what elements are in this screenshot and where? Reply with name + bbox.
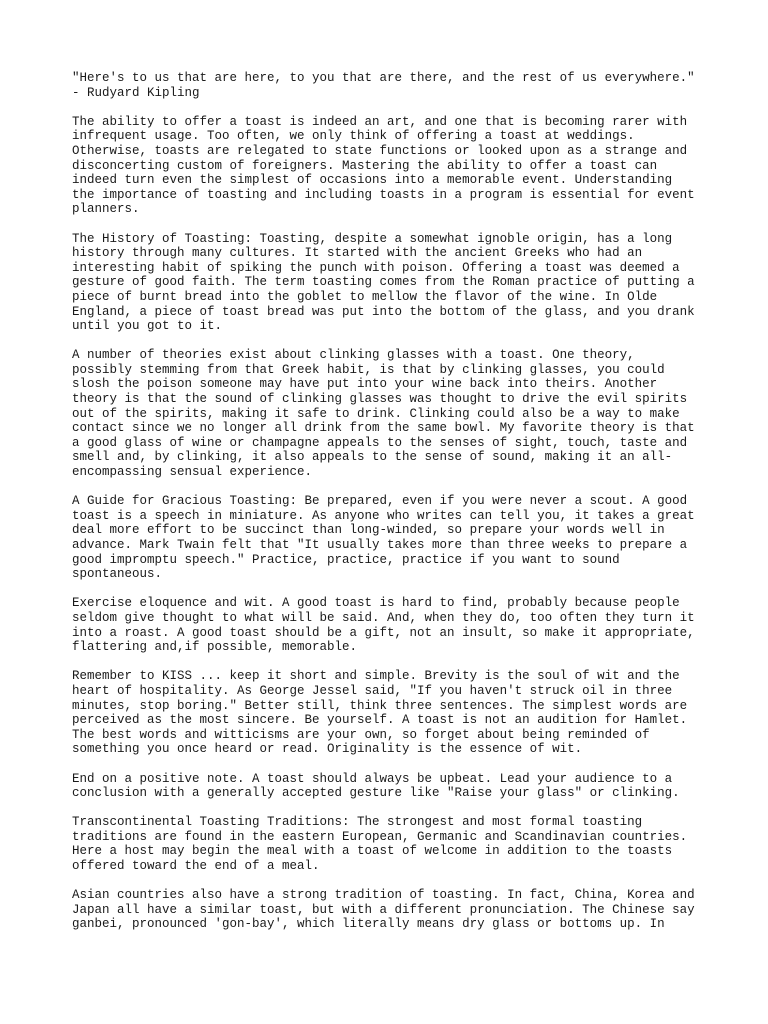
asian-traditions-paragraph: Asian countries also have a strong tradition of toasting. In fact, China, Korea and Japan all have a similar toast, but with a different pronunciation. The Chinese say ganbei, pronounced 'gon-bay', which literally means dry glass or bottoms up. In (72, 888, 695, 932)
history-paragraph: The History of Toasting: Toasting, despite a somewhat ignoble origin, has a long history through many cultures. It started with the ancient Greeks who had an interesting habit of spiking the punch with poison. Offering a toast was deemed a gesture of good faith. The term toasting comes from the Roman practice of putting a piece of burnt bread into the goblet to mellow the flavor of the wine. In Olde England, a piece of toast bread was put into the bottom of the glass, and you drank until you got to it. (72, 231, 695, 334)
kiss-paragraph: Remember to KISS ... keep it short and simple. Brevity is the soul of wit and the heart of hospitality. As George Jessel said, "If you haven't struck oil in three minutes, stop boring." Better still, think three sentences. The simplest words are perceived as the most sincere. Be yourself. A toast is not an audition for Hamlet. The best words and witticisms are your own, so forget about being reminded of something you once heard or read. Originality is the essence of wit. (72, 669, 688, 757)
clinking-theories-paragraph: A number of theories exist about clinking glasses with a toast. One theory, possibly stemming from that Greek habit, is that by clinking glasses, you could slosh the poison someone may have put into your wine back into theirs. Another theory is that the sound of clinking glasses was thought to drive the evil spirits out of the spirits, making it safe to drink. Clinking could also be a way to make contact since we no longer all drink from the same bowl. My favorite theory is that a good glass of wine or champagne appeals to the senses of sight, touch, taste and smell and, by clinking, it also appeals to the sense of sound, making it an all- encompassing sensual experience. (72, 348, 695, 480)
eloquence-paragraph: Exercise eloquence and wit. A good toast is hard to find, probably because people seldom give thought to what will be said. And, when they do, too often they turn it into a roast. A good toast should be a gift, not an insult, so make it appropriate, flattering and,if possible, memorable. (72, 596, 695, 655)
document-page (72, 71, 712, 947)
guide-paragraph: A Guide for Gracious Toasting: Be prepared, even if you were never a scout. A good toast is a speech in miniature. As anyone who writes can tell you, it takes a great deal more effort to be succinct than long-winded, so prepare your words well in advance. Mark Twain felt that "It usually takes more than three weeks to prepare a good impromptu speech." Practice, practice, practice if you want to sound spontaneous. (72, 494, 695, 582)
kipling-quote: "Here's to us that are here, to you that are there, and the rest of us everywhere." - Rudyard Kipling (72, 71, 695, 100)
intro-paragraph: The ability to offer a toast is indeed an art, and one that is becoming rarer with infrequent usage. Too often, we only think of offering a toast at weddings. Otherwise, toasts are relegated to state functions or looked upon as a strange and disconcerting custom of foreigners. Mastering the ability to offer a toast can indeed turn even the simplest of occasions into a memorable event. Understanding the importance of toasting and including toasts in a program is essential for event planners. (72, 114, 695, 217)
positive-note-paragraph: End on a positive note. A toast should always be upbeat. Lead your audience to a conclusion with a generally accepted gesture like "Raise your glass" or clinking. (72, 771, 680, 801)
traditions-paragraph: Transcontinental Toasting Traditions: The strongest and most formal toasting traditions are found in the eastern European, Germanic and Scandinavian countries. Here a host may begin the meal with a toast of welcome in addition to the toasts offered toward the end of a meal. (72, 815, 688, 874)
